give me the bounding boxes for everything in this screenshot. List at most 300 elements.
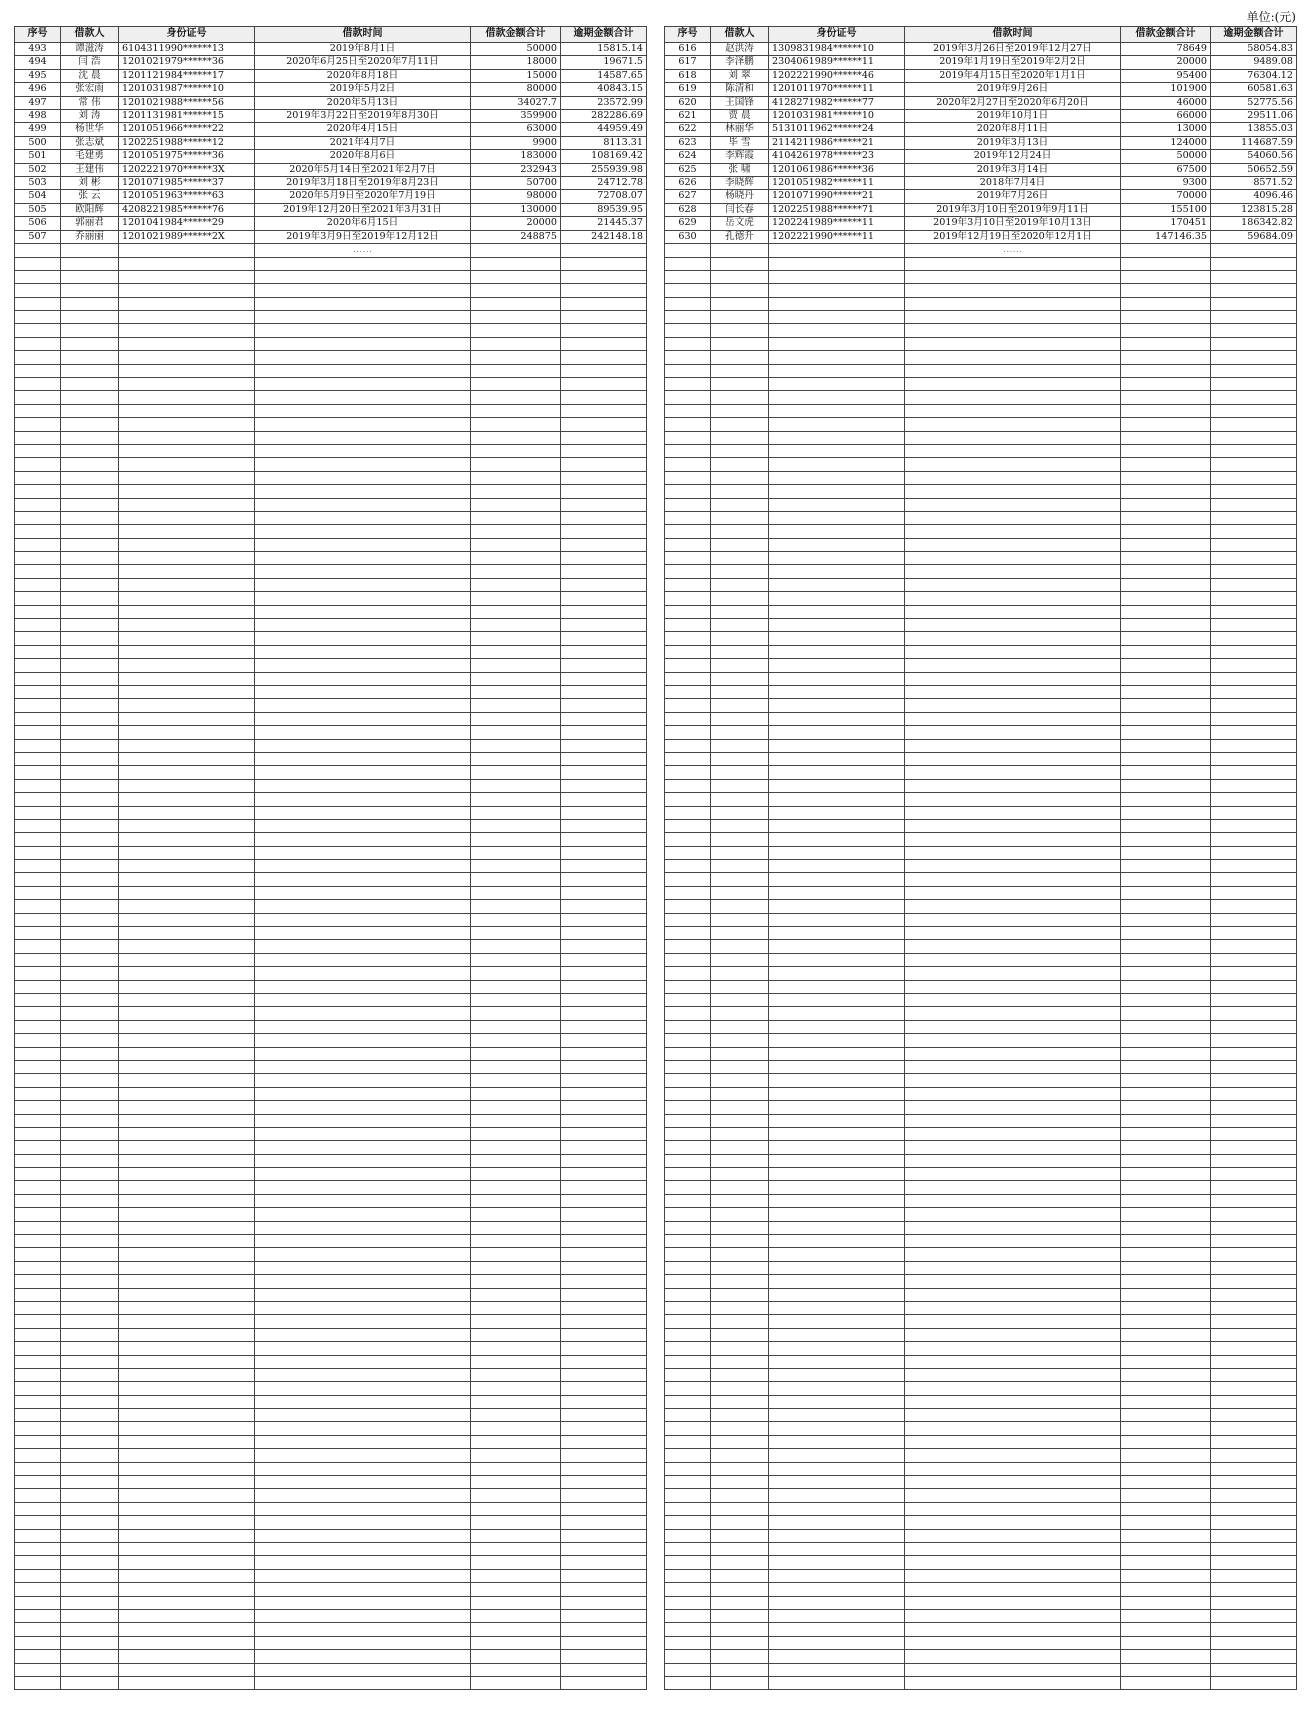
table-row	[15, 163, 647, 176]
empty-cell	[15, 1569, 61, 1582]
empty-cell	[15, 1449, 61, 1462]
row-loan-time: 2019年5月2日	[255, 83, 471, 96]
empty-cell	[1211, 592, 1297, 605]
empty-cell	[61, 793, 119, 806]
empty-cell	[1121, 1342, 1211, 1355]
empty-cell	[1121, 846, 1211, 859]
empty-cell	[471, 1074, 561, 1087]
empty-cell	[1121, 1315, 1211, 1328]
empty-cell	[119, 645, 255, 658]
empty-cell	[1121, 1663, 1211, 1676]
empty-cell	[561, 1288, 647, 1301]
empty-cell	[255, 712, 471, 725]
empty-cell	[255, 940, 471, 953]
empty-cell	[119, 297, 255, 310]
table-row-continued	[665, 686, 1297, 699]
row-loan-total: 15000	[471, 69, 561, 82]
empty-cell	[471, 1221, 561, 1234]
empty-cell	[561, 1194, 647, 1207]
table-row-continued	[15, 1168, 647, 1181]
row-loan-total: 18000	[471, 56, 561, 69]
row-overdue-total: 14587.65	[561, 69, 647, 82]
row-id-number: 1202251988******12	[119, 136, 255, 149]
empty-cell	[1211, 1221, 1297, 1234]
empty-cell	[1211, 1368, 1297, 1381]
empty-cell	[769, 1261, 905, 1274]
empty-cell	[119, 686, 255, 699]
empty-cell	[769, 1609, 905, 1622]
empty-cell: ……	[255, 244, 471, 257]
table-row-continued	[665, 846, 1297, 859]
row-index: 623	[665, 136, 711, 149]
empty-cell	[1211, 1168, 1297, 1181]
table-row-continued	[15, 860, 647, 873]
empty-cell	[711, 953, 769, 966]
table-row-continued	[15, 1583, 647, 1596]
empty-cell	[769, 1435, 905, 1448]
table-row-continued	[15, 1288, 647, 1301]
empty-cell	[665, 1261, 711, 1274]
table-row-continued	[15, 1543, 647, 1556]
row-loan-total: 232943	[471, 163, 561, 176]
empty-cell	[561, 940, 647, 953]
empty-cell	[1211, 1261, 1297, 1274]
empty-cell	[905, 1127, 1121, 1140]
table-row	[665, 150, 1297, 163]
empty-cell	[711, 993, 769, 1006]
empty-cell	[255, 1208, 471, 1221]
empty-cell	[1211, 1516, 1297, 1529]
empty-cell	[665, 605, 711, 618]
empty-cell	[15, 1435, 61, 1448]
empty-cell	[1121, 645, 1211, 658]
empty-cell	[665, 819, 711, 832]
empty-cell	[15, 1382, 61, 1395]
empty-cell	[769, 1301, 905, 1314]
empty-cell	[905, 538, 1121, 551]
empty-cell	[119, 752, 255, 765]
row-overdue-total: 58054.83	[1211, 43, 1297, 56]
empty-cell	[665, 1368, 711, 1381]
row-overdue-total: 24712.78	[561, 177, 647, 190]
empty-cell	[61, 471, 119, 484]
empty-cell	[561, 632, 647, 645]
table-row-continued	[665, 471, 1297, 484]
row-id-number: 5131011962******24	[769, 123, 905, 136]
empty-cell	[255, 592, 471, 605]
empty-cell	[119, 337, 255, 350]
empty-cell	[711, 1328, 769, 1341]
empty-cell	[1121, 873, 1211, 886]
empty-cell	[561, 378, 647, 391]
empty-cell	[711, 927, 769, 940]
empty-cell	[61, 1676, 119, 1689]
table-row-continued	[15, 1409, 647, 1422]
empty-cell	[61, 1074, 119, 1087]
empty-cell	[905, 699, 1121, 712]
empty-cell	[15, 1529, 61, 1542]
table-row-continued	[15, 1315, 647, 1328]
empty-cell	[255, 485, 471, 498]
empty-cell	[471, 1315, 561, 1328]
empty-cell	[561, 967, 647, 980]
empty-cell	[905, 927, 1121, 940]
empty-cell	[1121, 431, 1211, 444]
empty-cell	[711, 1020, 769, 1033]
empty-cell	[711, 311, 769, 324]
empty-cell	[769, 846, 905, 859]
empty-cell	[255, 1060, 471, 1073]
empty-cell	[1211, 1395, 1297, 1408]
table-row-continued	[15, 833, 647, 846]
empty-cell	[15, 1114, 61, 1127]
table-row	[665, 136, 1297, 149]
empty-cell	[15, 1315, 61, 1328]
empty-cell	[255, 1194, 471, 1207]
empty-cell	[15, 1168, 61, 1181]
empty-cell	[561, 1569, 647, 1582]
empty-cell	[1121, 1261, 1211, 1274]
empty-cell	[905, 1301, 1121, 1314]
table-row-continued	[665, 1516, 1297, 1529]
empty-cell	[61, 1007, 119, 1020]
empty-cell	[665, 712, 711, 725]
empty-cell	[769, 1221, 905, 1234]
row-overdue-total: 23572.99	[561, 96, 647, 109]
empty-cell	[665, 1449, 711, 1462]
row-overdue-total: 50652.59	[1211, 163, 1297, 176]
row-overdue-total: 72708.07	[561, 190, 647, 203]
empty-cell	[15, 1342, 61, 1355]
empty-cell	[255, 726, 471, 739]
empty-cell	[769, 1368, 905, 1381]
empty-cell	[119, 1663, 255, 1676]
table-row-continued	[15, 337, 647, 350]
empty-cell	[1211, 1034, 1297, 1047]
table-row-continued	[15, 913, 647, 926]
empty-cell	[61, 1583, 119, 1596]
empty-cell	[61, 391, 119, 404]
empty-cell	[561, 819, 647, 832]
empty-cell	[1121, 1556, 1211, 1569]
table-row	[665, 230, 1297, 243]
empty-cell	[769, 592, 905, 605]
table-row-continued	[15, 578, 647, 591]
empty-cell	[119, 1007, 255, 1020]
empty-cell	[119, 1221, 255, 1234]
empty-cell	[471, 860, 561, 873]
empty-cell	[561, 1141, 647, 1154]
row-loan-total: 63000	[471, 123, 561, 136]
empty-cell	[711, 1529, 769, 1542]
empty-cell	[769, 244, 905, 257]
row-borrower: 张 云	[61, 190, 119, 203]
table-row-continued	[665, 1248, 1297, 1261]
empty-cell	[769, 1114, 905, 1127]
empty-cell	[769, 431, 905, 444]
empty-cell	[769, 1409, 905, 1422]
empty-cell	[905, 337, 1121, 350]
empty-cell	[769, 1315, 905, 1328]
empty-cell	[471, 1449, 561, 1462]
row-index: 627	[665, 190, 711, 203]
empty-cell	[471, 1543, 561, 1556]
empty-cell	[711, 873, 769, 886]
empty-cell	[1211, 1355, 1297, 1368]
empty-cell	[1121, 1676, 1211, 1689]
empty-cell	[1121, 819, 1211, 832]
empty-cell	[769, 913, 905, 926]
row-index: 502	[15, 163, 61, 176]
left-loan-table	[14, 26, 647, 1690]
empty-cell	[665, 1435, 711, 1448]
empty-cell	[15, 270, 61, 283]
empty-cell	[15, 1181, 61, 1194]
empty-cell	[255, 1609, 471, 1622]
empty-cell	[665, 1355, 711, 1368]
empty-cell	[905, 552, 1121, 565]
empty-cell	[255, 351, 471, 364]
empty-cell	[1121, 1087, 1211, 1100]
empty-cell	[61, 819, 119, 832]
row-id-number: 1201031981******10	[769, 110, 905, 123]
table-row-continued	[665, 324, 1297, 337]
empty-cell	[471, 712, 561, 725]
row-loan-time: 2019年3月18日至2019年8月23日	[255, 177, 471, 190]
row-overdue-total: 123815.28	[1211, 203, 1297, 216]
empty-cell	[769, 1382, 905, 1395]
table-row-continued	[665, 1583, 1297, 1596]
row-borrower: 郭丽君	[61, 217, 119, 230]
empty-cell	[711, 511, 769, 524]
empty-cell	[905, 1676, 1121, 1689]
empty-cell	[61, 766, 119, 779]
row-loan-time: 2020年8月11日	[905, 123, 1121, 136]
empty-cell	[665, 1556, 711, 1569]
row-loan-total: 66000	[1121, 110, 1211, 123]
empty-cell	[905, 619, 1121, 632]
empty-cell	[255, 1127, 471, 1140]
empty-cell	[561, 833, 647, 846]
empty-cell	[119, 632, 255, 645]
empty-cell	[769, 672, 905, 685]
empty-cell	[905, 993, 1121, 1006]
table-row-continued	[15, 726, 647, 739]
table-row-continued	[665, 726, 1297, 739]
empty-cell	[255, 1074, 471, 1087]
empty-cell	[1121, 578, 1211, 591]
empty-cell	[769, 1194, 905, 1207]
table-row-continued	[665, 1529, 1297, 1542]
empty-cell	[471, 404, 561, 417]
empty-cell	[665, 1650, 711, 1663]
empty-cell	[119, 1060, 255, 1073]
empty-cell	[711, 1127, 769, 1140]
empty-cell	[665, 270, 711, 283]
empty-cell	[665, 900, 711, 913]
table-row-continued	[665, 1556, 1297, 1569]
row-loan-total: 9300	[1121, 177, 1211, 190]
table-row-continued	[665, 779, 1297, 792]
empty-cell	[255, 699, 471, 712]
empty-cell	[665, 726, 711, 739]
empty-cell	[15, 605, 61, 618]
empty-cell	[905, 1609, 1121, 1622]
empty-cell	[665, 498, 711, 511]
empty-cell	[1211, 1569, 1297, 1582]
empty-cell	[1121, 833, 1211, 846]
empty-cell	[119, 1328, 255, 1341]
empty-cell	[711, 1060, 769, 1073]
empty-cell	[471, 1087, 561, 1100]
table-row-continued	[15, 1368, 647, 1381]
table-row-continued	[15, 525, 647, 538]
empty-cell	[471, 980, 561, 993]
empty-cell	[15, 1623, 61, 1636]
empty-cell	[665, 699, 711, 712]
empty-cell	[1121, 632, 1211, 645]
empty-cell	[471, 257, 561, 270]
row-borrower: 毕 雪	[711, 136, 769, 149]
empty-cell	[471, 1114, 561, 1127]
table-row-continued	[15, 752, 647, 765]
empty-cell	[561, 1007, 647, 1020]
empty-cell	[1211, 511, 1297, 524]
empty-cell	[561, 1556, 647, 1569]
empty-cell	[665, 1382, 711, 1395]
empty-cell	[119, 552, 255, 565]
table-row-continued	[15, 766, 647, 779]
empty-cell	[665, 1074, 711, 1087]
row-borrower: 岳文虎	[711, 217, 769, 230]
empty-cell	[471, 498, 561, 511]
empty-cell	[1121, 324, 1211, 337]
empty-cell	[561, 538, 647, 551]
empty-cell	[15, 404, 61, 417]
empty-cell	[1211, 1489, 1297, 1502]
empty-cell	[15, 1301, 61, 1314]
empty-cell	[255, 1462, 471, 1475]
unit-label: 单位:(元)	[1246, 10, 1296, 24]
left-table-body	[15, 43, 647, 1690]
empty-cell	[1211, 1636, 1297, 1649]
empty-cell	[15, 860, 61, 873]
empty-cell	[471, 485, 561, 498]
empty-cell	[255, 270, 471, 283]
empty-cell	[471, 1556, 561, 1569]
empty-cell	[905, 806, 1121, 819]
table-row-continued	[15, 605, 647, 618]
row-id-number: 4208221985******76	[119, 203, 255, 216]
empty-cell	[15, 1235, 61, 1248]
empty-cell	[255, 324, 471, 337]
empty-cell	[905, 779, 1121, 792]
empty-cell	[119, 498, 255, 511]
empty-cell	[769, 1087, 905, 1100]
empty-cell	[61, 1221, 119, 1234]
table-row-continued	[665, 351, 1297, 364]
empty-cell	[471, 833, 561, 846]
empty-cell	[119, 726, 255, 739]
table-row-continued	[15, 1007, 647, 1020]
empty-cell	[1211, 311, 1297, 324]
table-row-continued	[15, 779, 647, 792]
table-row-continued	[665, 1007, 1297, 1020]
table-row-continued	[665, 244, 1297, 257]
empty-cell	[665, 1141, 711, 1154]
empty-cell	[905, 940, 1121, 953]
empty-cell	[1211, 940, 1297, 953]
row-loan-total: 80000	[471, 83, 561, 96]
empty-cell	[61, 1127, 119, 1140]
empty-cell	[255, 913, 471, 926]
empty-cell	[769, 752, 905, 765]
empty-cell	[119, 525, 255, 538]
empty-cell	[1211, 1409, 1297, 1422]
empty-cell	[561, 1516, 647, 1529]
table-row	[665, 43, 1297, 56]
empty-cell	[15, 619, 61, 632]
empty-cell	[905, 1368, 1121, 1381]
table-row	[665, 217, 1297, 230]
col-index: 序号	[15, 27, 61, 43]
empty-cell	[255, 1007, 471, 1020]
table-row-continued	[665, 1181, 1297, 1194]
empty-cell	[471, 1261, 561, 1274]
empty-cell	[711, 645, 769, 658]
empty-cell	[255, 431, 471, 444]
empty-cell	[1121, 511, 1211, 524]
empty-cell	[711, 1355, 769, 1368]
empty-cell	[1121, 244, 1211, 257]
table-row-continued	[665, 431, 1297, 444]
table-row-continued	[15, 1342, 647, 1355]
empty-cell	[119, 1556, 255, 1569]
empty-cell	[561, 1221, 647, 1234]
right-loan-table	[664, 26, 1297, 1690]
empty-cell	[471, 699, 561, 712]
empty-cell	[1121, 1275, 1211, 1288]
table-row-continued	[665, 1301, 1297, 1314]
empty-cell	[471, 1020, 561, 1033]
empty-cell	[255, 1435, 471, 1448]
empty-cell	[769, 927, 905, 940]
empty-cell	[769, 311, 905, 324]
empty-cell	[1211, 1328, 1297, 1341]
empty-cell	[711, 940, 769, 953]
empty-cell	[711, 779, 769, 792]
empty-cell	[15, 645, 61, 658]
empty-cell	[905, 1047, 1121, 1060]
empty-cell	[665, 1020, 711, 1033]
empty-cell	[769, 284, 905, 297]
table-row-continued	[665, 1569, 1297, 1582]
empty-cell	[471, 1007, 561, 1020]
empty-cell	[769, 659, 905, 672]
empty-cell	[61, 1569, 119, 1582]
row-index: 628	[665, 203, 711, 216]
empty-cell	[711, 1101, 769, 1114]
table-row-continued	[665, 1596, 1297, 1609]
empty-cell	[15, 1141, 61, 1154]
table-row-continued	[15, 1301, 647, 1314]
empty-cell	[255, 257, 471, 270]
empty-cell	[665, 1462, 711, 1475]
empty-cell	[119, 1208, 255, 1221]
empty-cell	[905, 632, 1121, 645]
empty-cell	[1121, 471, 1211, 484]
table-row-continued	[665, 1154, 1297, 1167]
